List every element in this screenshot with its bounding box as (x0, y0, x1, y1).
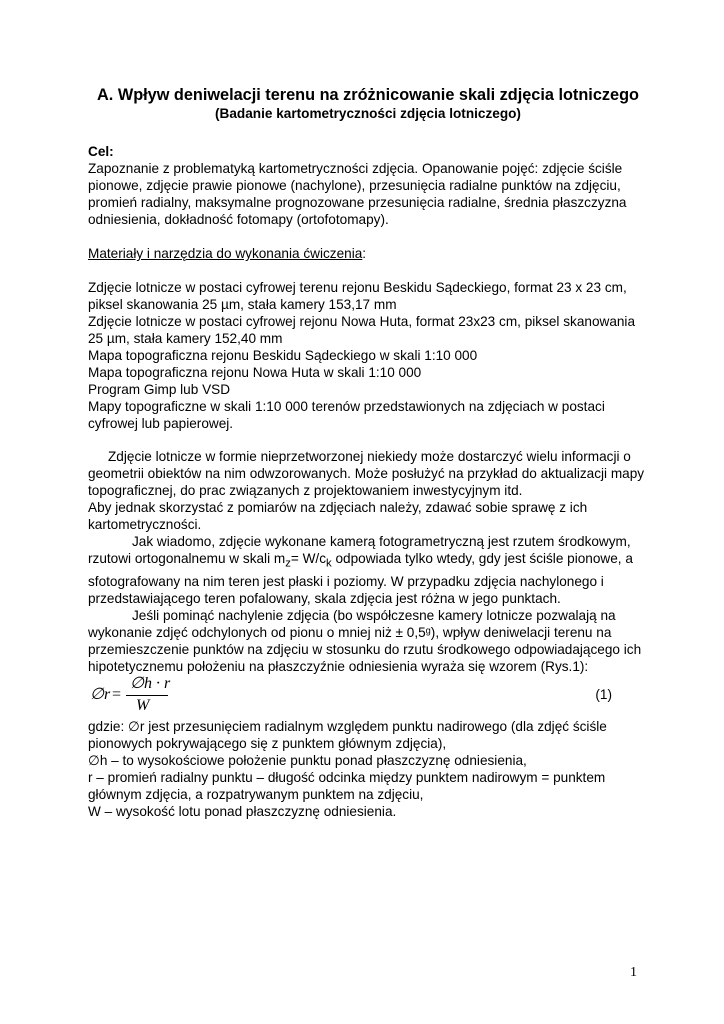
formula-1 (88, 675, 648, 717)
definition-line: r – promień radialny punktu – długość odcinka między punktem nadirowym = punktem głównym zdjęcia, a rozpatrywanym punktem na zdjęciu, (88, 769, 606, 802)
body-paragraph: Aby jednak skorzystać z pomiarów na zdjęciach należy, zdawać sobie sprawę z ich kartometryczności. (88, 500, 588, 532)
material-item: Mapa topograficzna rejonu Beskidu Sądeckiego w skali 1:10 000 (88, 348, 478, 363)
formula-numerator: ∅h · r (130, 674, 171, 692)
material-item: Program Gimp lub VSD (88, 382, 231, 397)
materials-heading: Materiały i narzędzia do wykonania ćwiczenia (88, 246, 363, 261)
material-item: Mapa topograficzna rejonu Nowa Huta w skali 1:10 000 (88, 365, 422, 380)
materials-colon: : (362, 246, 367, 261)
document-title: A. Wpływ deniwelacji terenu na zróżnicowanie skali zdjęcia lotniczego (97, 86, 639, 104)
formula-equals: = (112, 685, 122, 703)
document-subtitle: (Badanie kartometryczności zdjęcia lotniczego) (215, 106, 521, 121)
fraction-bar (126, 695, 168, 696)
definition-line: gdzie: ∅r jest przesunięciem radialnym względem punktu nadirowego (dla zdjęć ściśle pionowych pokrywającego się z punktem głównym zdjęcia), (88, 718, 607, 751)
material-item: Mapy topograficzne w skali 1:10 000 terenów przedstawionych na zdjęciach w postaci cyfrowej lub papierowej. (88, 399, 605, 431)
formula-number: (1) (595, 686, 612, 702)
page-number: 1 (630, 965, 637, 980)
material-item: Zdjęcie lotnicze w postaci cyfrowej rejonu Nowa Huta, format 23x23 cm, piksel skanowania 25 µm, stała kamery 152,40 mm (88, 314, 636, 346)
document-page (88, 86, 648, 820)
body-paragraph: Zdjęcie lotnicze w formie nieprzetworzonej niekiedy może dostarczyć wielu informacji o geometrii obiektów na nim odwzorowanych. Może posłużyć na przykład do aktualizacji mapy topograficznej, do prac związanych z projektowaniem inwestycyjnym itd. (88, 449, 645, 498)
body-paragraph-scale: Jak wiadomo, zdjęcie wykonane kamerą fotogrametryczną jest rzutem środkowym, rzutowi ortogonalnemu w skali $m_z= W/c_k$ odpowiada tylko wtedy, gdy jest ściśle pionowe, a sfotografowany na nim teren jest płaski i poziomy. W przypadku zdjęcia nachylonego i przedstawiającego teren pofalowany, skala zdjęcia jest różna w jego punktach. (88, 534, 633, 606)
goal-text: Zapoznanie z problematyką kartometryczności zdjęcia. Opanowanie pojęć: zdjęcie ściśle pionowe, zdjęcie prawie pionowe (nachylone), przesunięcia radialne punktów na zdjęciu, promień radialny, maksymalne prognozowane przesunięcia radialne, średnia płaszczyzna odniesienia, dokładność fotomapy (ortofotomapy). (88, 161, 627, 227)
goal-heading: Cel: (88, 144, 114, 159)
material-item: Zdjęcie lotnicze w postaci cyfrowej terenu rejonu Beskidu Sądeckiego, format 23 x 23 cm, piksel skanowania 25 µm, stała kamery 153,17 mm (88, 280, 627, 312)
body-paragraph: Jeśli pominąć nachylenie zdjęcia (bo współczesne kamery lotnicze pozwalają na wykonanie zdjęć odchylonych od pionu o mniej niż ± 0,5ᵍ), wpływ deniwelacji terenu na przemieszczenie punktów na zdjęciu w stosunku do rzutu środkowego odpowiadającego ich hipotetycznemu położeniu na płaszczyźnie odniesienia wyraża się wzorem (Rys.1): (88, 607, 642, 674)
materials-heading-line (88, 245, 648, 262)
formula-lhs: ∅r (90, 685, 111, 703)
definition-line: W – wysokość lotu ponad płaszczyznę odniesienia. (88, 803, 397, 819)
formula-denominator: W (136, 696, 150, 714)
definition-line: ∅h – to wysokościowe położenie punktu ponad płaszczyznę odniesienia, (88, 752, 527, 768)
